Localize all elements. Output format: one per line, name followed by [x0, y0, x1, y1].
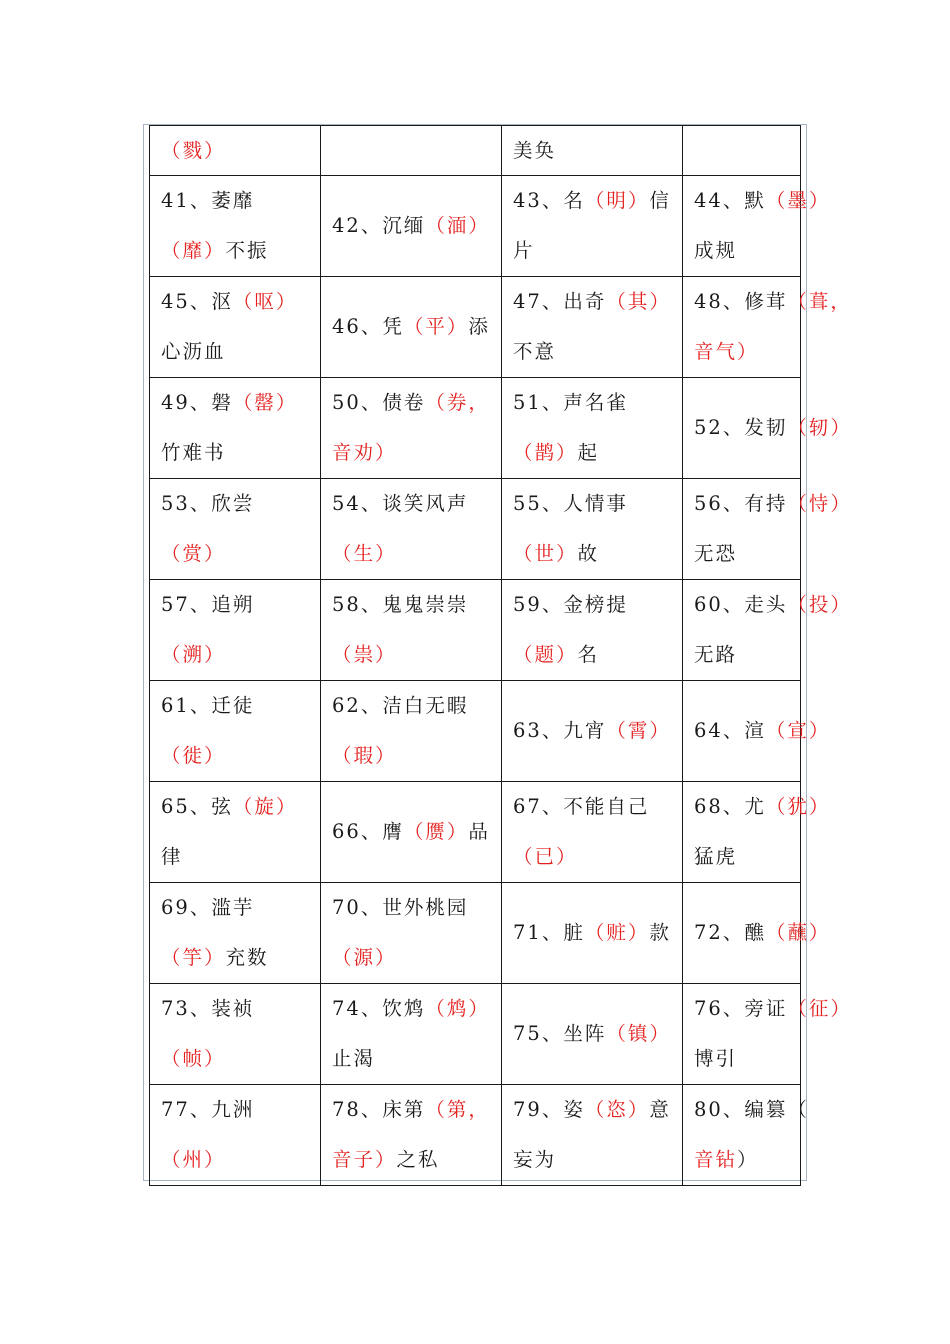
entry-text: 律 [161, 845, 183, 868]
table-cell [321, 277, 502, 378]
cell-line [513, 1085, 682, 1135]
entry-text: 70、世外桃园 [332, 896, 469, 919]
correction-text: （葺， [787, 290, 852, 313]
table-cell [150, 378, 321, 479]
table-row [150, 1085, 801, 1186]
entry-text: 68、尤 [694, 795, 766, 818]
correction-text: （源） [332, 946, 397, 969]
correction-text: （题） [513, 643, 578, 666]
cell-line [513, 176, 682, 226]
cell-line [161, 428, 320, 478]
cell-line [694, 479, 852, 529]
table-row [150, 782, 801, 883]
entry-text: 不意 [513, 340, 557, 363]
correction-text: （镇） [606, 1022, 671, 1045]
table-cell [150, 681, 321, 782]
cell-line [161, 176, 320, 226]
correction-text: （墨） [765, 189, 831, 212]
cell-line [513, 479, 682, 529]
cell-line [161, 226, 320, 276]
entry-text: 47、出奇 [513, 290, 607, 313]
cell-line [161, 277, 320, 327]
entry-text: 42、沉缅 [332, 214, 426, 237]
entry-text: 美奂 [513, 139, 557, 162]
entry-text: 43、名 [513, 189, 585, 212]
entry-text: 57、追朔 [161, 593, 255, 616]
entry-text: 76、旁证 [694, 997, 788, 1020]
table-cell [502, 176, 683, 277]
entry-text: 69、滥芋 [161, 896, 255, 919]
table-cell [502, 378, 683, 479]
cell-line [513, 706, 682, 756]
entry-text: 56、有持 [694, 492, 788, 515]
cell-line [513, 378, 682, 428]
cell-line [513, 428, 682, 478]
entry-text: 64、渲 [694, 719, 766, 742]
correction-text: （呕） [232, 290, 298, 313]
table-cell [502, 681, 683, 782]
table-cell [150, 984, 321, 1085]
cell-line [332, 1085, 501, 1135]
cell-line [513, 630, 682, 680]
correction-text: （ [161, 139, 183, 162]
correction-text: （其） [606, 290, 671, 313]
cell-line [161, 782, 320, 832]
cell-line [332, 681, 501, 731]
table-cell [683, 176, 831, 277]
correction-text: （竽） [161, 946, 226, 969]
correction-text: （赏） [161, 542, 226, 565]
table-cell [150, 1085, 321, 1186]
correction-text: 音子） [332, 1148, 397, 1171]
entry-text: 款 [649, 921, 671, 944]
table-cell [683, 580, 852, 681]
entry-text: 72、醮 [694, 921, 766, 944]
cell-line [513, 529, 682, 579]
cell-line [694, 176, 831, 226]
entry-text: 品 [468, 820, 490, 843]
table-body [150, 126, 852, 1186]
correction-text: （世） [513, 542, 578, 565]
table-cell [502, 883, 683, 984]
table-cell [150, 176, 321, 277]
cell-line [513, 277, 682, 327]
correction-text: （赃） [584, 921, 650, 944]
cell-line [161, 731, 320, 781]
table-row [150, 681, 801, 782]
cell-line [332, 731, 501, 781]
correction-text: （券， [425, 391, 490, 414]
table-cell [321, 580, 502, 681]
correction-text: （祟） [332, 643, 397, 666]
cell-line [694, 580, 852, 630]
entry-text: 成规 [694, 239, 738, 262]
entry-text: 故 [577, 542, 600, 565]
cell-line [694, 403, 852, 453]
correction-text: （霄） [606, 719, 671, 742]
entry-text: 片 [513, 239, 535, 262]
table-cell [150, 580, 321, 681]
entry-text: 不振 [225, 239, 269, 262]
correction-text: （恣） [584, 1098, 650, 1121]
entry-text: 51、声名雀 [513, 391, 628, 414]
cell-line [694, 529, 800, 579]
table-cell [321, 176, 502, 277]
correction-text: 音劝） [332, 441, 397, 464]
table-cell [683, 378, 852, 479]
cell-line [161, 630, 320, 680]
correction-text: （征） [787, 997, 852, 1020]
entry-text: 竹难书 [161, 441, 226, 464]
table-cell [150, 883, 321, 984]
cell-line [694, 630, 800, 680]
entry-text: 73、装祯 [161, 997, 255, 1020]
table-cell [321, 126, 502, 176]
entry-text: 66、膺 [332, 820, 404, 843]
correction-text: （平） [403, 315, 469, 338]
correction-text: （鹊） [513, 441, 578, 464]
cell-line [332, 630, 501, 680]
cell-line [694, 984, 852, 1034]
cell-line [513, 327, 682, 377]
entry-text: 无恐 [694, 542, 738, 565]
entry-text: 无路 [694, 643, 738, 666]
correction-text: （州） [161, 1148, 226, 1171]
entry-text: 心沥血 [161, 340, 226, 363]
correction-text: （恃） [787, 492, 852, 515]
cell-line [161, 378, 320, 428]
entry-text: 55、人情事 [513, 492, 628, 515]
cell-line [332, 984, 501, 1034]
table-cell [321, 984, 502, 1085]
entry-text: 77、九洲 [161, 1098, 255, 1121]
correction-text: （宣） [765, 719, 831, 742]
table-cell [683, 984, 852, 1085]
correction-text: （明） [584, 189, 650, 212]
table-cell [502, 1085, 683, 1186]
entry-text: 54、谈笑风声 [332, 492, 469, 515]
entry-text: 50、债卷 [332, 391, 426, 414]
cell-line [513, 580, 682, 630]
cell-line [332, 1135, 501, 1185]
cell-line [332, 933, 501, 983]
cell-line [161, 883, 320, 933]
cell-line [513, 226, 682, 276]
cell-line [161, 1034, 320, 1084]
table-cell [321, 883, 502, 984]
cell-line [513, 1009, 682, 1059]
entry-text: 58、鬼鬼崇崇 [332, 593, 469, 616]
cell-line [332, 302, 501, 352]
cell-line [694, 908, 831, 958]
cell-line [332, 201, 501, 251]
table-cell [683, 681, 831, 782]
cell-line [161, 1135, 320, 1185]
correction-text: （第， [425, 1098, 490, 1121]
correction-text: （赝） [403, 820, 469, 843]
correction-text: 戮 [182, 139, 205, 162]
table-row [150, 984, 801, 1085]
cell-line [161, 681, 320, 731]
cell-line [161, 529, 320, 579]
cell-line [161, 479, 320, 529]
table-cell [321, 782, 502, 883]
entry-text: 52、发韧 [694, 416, 788, 439]
entry-text: 妄为 [513, 1148, 557, 1171]
entry-text: 65、弦 [161, 795, 233, 818]
entry-text: 意 [649, 1098, 671, 1121]
table-cell [150, 126, 321, 176]
table-row [150, 277, 801, 378]
table-cell [321, 1085, 502, 1186]
cell-line [161, 126, 320, 175]
table-cell [683, 1085, 809, 1186]
correction-text: （犹） [765, 795, 831, 818]
cell-line [513, 1135, 682, 1185]
cell-line [694, 782, 831, 832]
cell-line [161, 933, 320, 983]
entry-text: 80、编篡（ [694, 1098, 809, 1121]
entry-text: 44、默 [694, 189, 766, 212]
cell-line [332, 580, 501, 630]
entry-text: 博引 [694, 1047, 738, 1070]
table-cell [502, 479, 683, 580]
entry-text: 59、金榜提 [513, 593, 628, 616]
entry-text: 63、九宵 [513, 719, 607, 742]
correction-text: 音气） [694, 340, 759, 363]
table-cell [321, 479, 502, 580]
cell-line [694, 226, 800, 276]
entry-text: 75、坐阵 [513, 1022, 607, 1045]
cell-line [161, 984, 320, 1034]
entry-text: 71、脏 [513, 921, 585, 944]
cell-line [161, 580, 320, 630]
cell-line [513, 782, 682, 832]
entry-text: 79、姿 [513, 1098, 585, 1121]
table-cell [683, 883, 831, 984]
table-cell [502, 126, 683, 176]
correction-text: （旋） [232, 795, 298, 818]
table-cell [321, 681, 502, 782]
correction-text: ） [204, 139, 226, 162]
cell-line [694, 832, 800, 882]
entry-text: 起 [577, 441, 600, 464]
correction-text: （徙） [161, 744, 226, 767]
cell-line [332, 428, 501, 478]
cell-line [694, 1085, 809, 1135]
correction-text: （瑕） [332, 744, 397, 767]
cell-line [332, 529, 501, 579]
correction-text: （溯） [161, 643, 226, 666]
cell-line [332, 479, 501, 529]
cell-line [161, 327, 320, 377]
table-row [150, 883, 801, 984]
table-cell [150, 277, 321, 378]
entry-text: 猛虎 [694, 845, 738, 868]
table-cell [683, 277, 852, 378]
table-cell [150, 782, 321, 883]
correction-text: 音钻 [694, 1148, 738, 1171]
correction-text: （已） [513, 845, 578, 868]
entry-text: 49、磐 [161, 391, 233, 414]
cell-line [694, 327, 800, 377]
entry-text: 41、萎靡 [161, 189, 255, 212]
table-cell [321, 378, 502, 479]
correction-text: （鸩） [425, 997, 490, 1020]
cell-line [161, 832, 320, 882]
table-cell [683, 126, 801, 176]
correction-text: （湎） [425, 214, 490, 237]
entry-text: ） [737, 1148, 759, 1171]
cell-line [332, 883, 501, 933]
cell-line [161, 1085, 320, 1135]
entry-text: 74、饮鸩 [332, 997, 426, 1020]
cell-line [694, 277, 852, 327]
table-row [150, 378, 801, 479]
idiom-correction-table [149, 125, 852, 1186]
table-cell [502, 580, 683, 681]
cell-line [513, 908, 682, 958]
cell-line [332, 807, 501, 857]
cell-line [513, 832, 682, 882]
cell-line [332, 378, 501, 428]
correction-text: （生） [332, 542, 397, 565]
correction-text: （蘸） [765, 921, 831, 944]
entry-text: 62、洁白无暇 [332, 694, 469, 717]
correction-text: （靡） [161, 239, 226, 262]
table-cell [683, 479, 852, 580]
table-row [150, 479, 801, 580]
correction-text: （帧） [161, 1047, 226, 1070]
entry-text: 充数 [225, 946, 269, 969]
cell-line [332, 1034, 501, 1084]
cell-line [694, 1135, 800, 1185]
correction-text: （轫） [787, 416, 852, 439]
table-cell [502, 277, 683, 378]
cell-line [694, 1034, 800, 1084]
entry-text: 名 [577, 643, 600, 666]
entry-text: 信 [649, 189, 671, 212]
entry-text: 之私 [396, 1148, 440, 1171]
entry-text: 48、修茸 [694, 290, 788, 313]
table-cell [683, 782, 831, 883]
table-cell [502, 984, 683, 1085]
table-row [150, 580, 801, 681]
entry-text: 添 [468, 315, 490, 338]
correction-text: （罄） [232, 391, 298, 414]
entry-text: 46、凭 [332, 315, 404, 338]
entry-text: 60、走头 [694, 593, 788, 616]
entry-text: 78、床第 [332, 1098, 426, 1121]
correction-text: （投） [787, 593, 852, 616]
entry-text: 53、欣尝 [161, 492, 255, 515]
table-row [150, 126, 801, 176]
table-cell [502, 782, 683, 883]
entry-text: 67、不能自己 [513, 795, 650, 818]
entry-text: 61、迁徒 [161, 694, 255, 717]
cell-line [513, 126, 682, 175]
entry-text: 止渴 [332, 1047, 376, 1070]
table-cell [150, 479, 321, 580]
entry-text: 45、沤 [161, 290, 233, 313]
table-row [150, 176, 801, 277]
cell-line [694, 706, 831, 756]
